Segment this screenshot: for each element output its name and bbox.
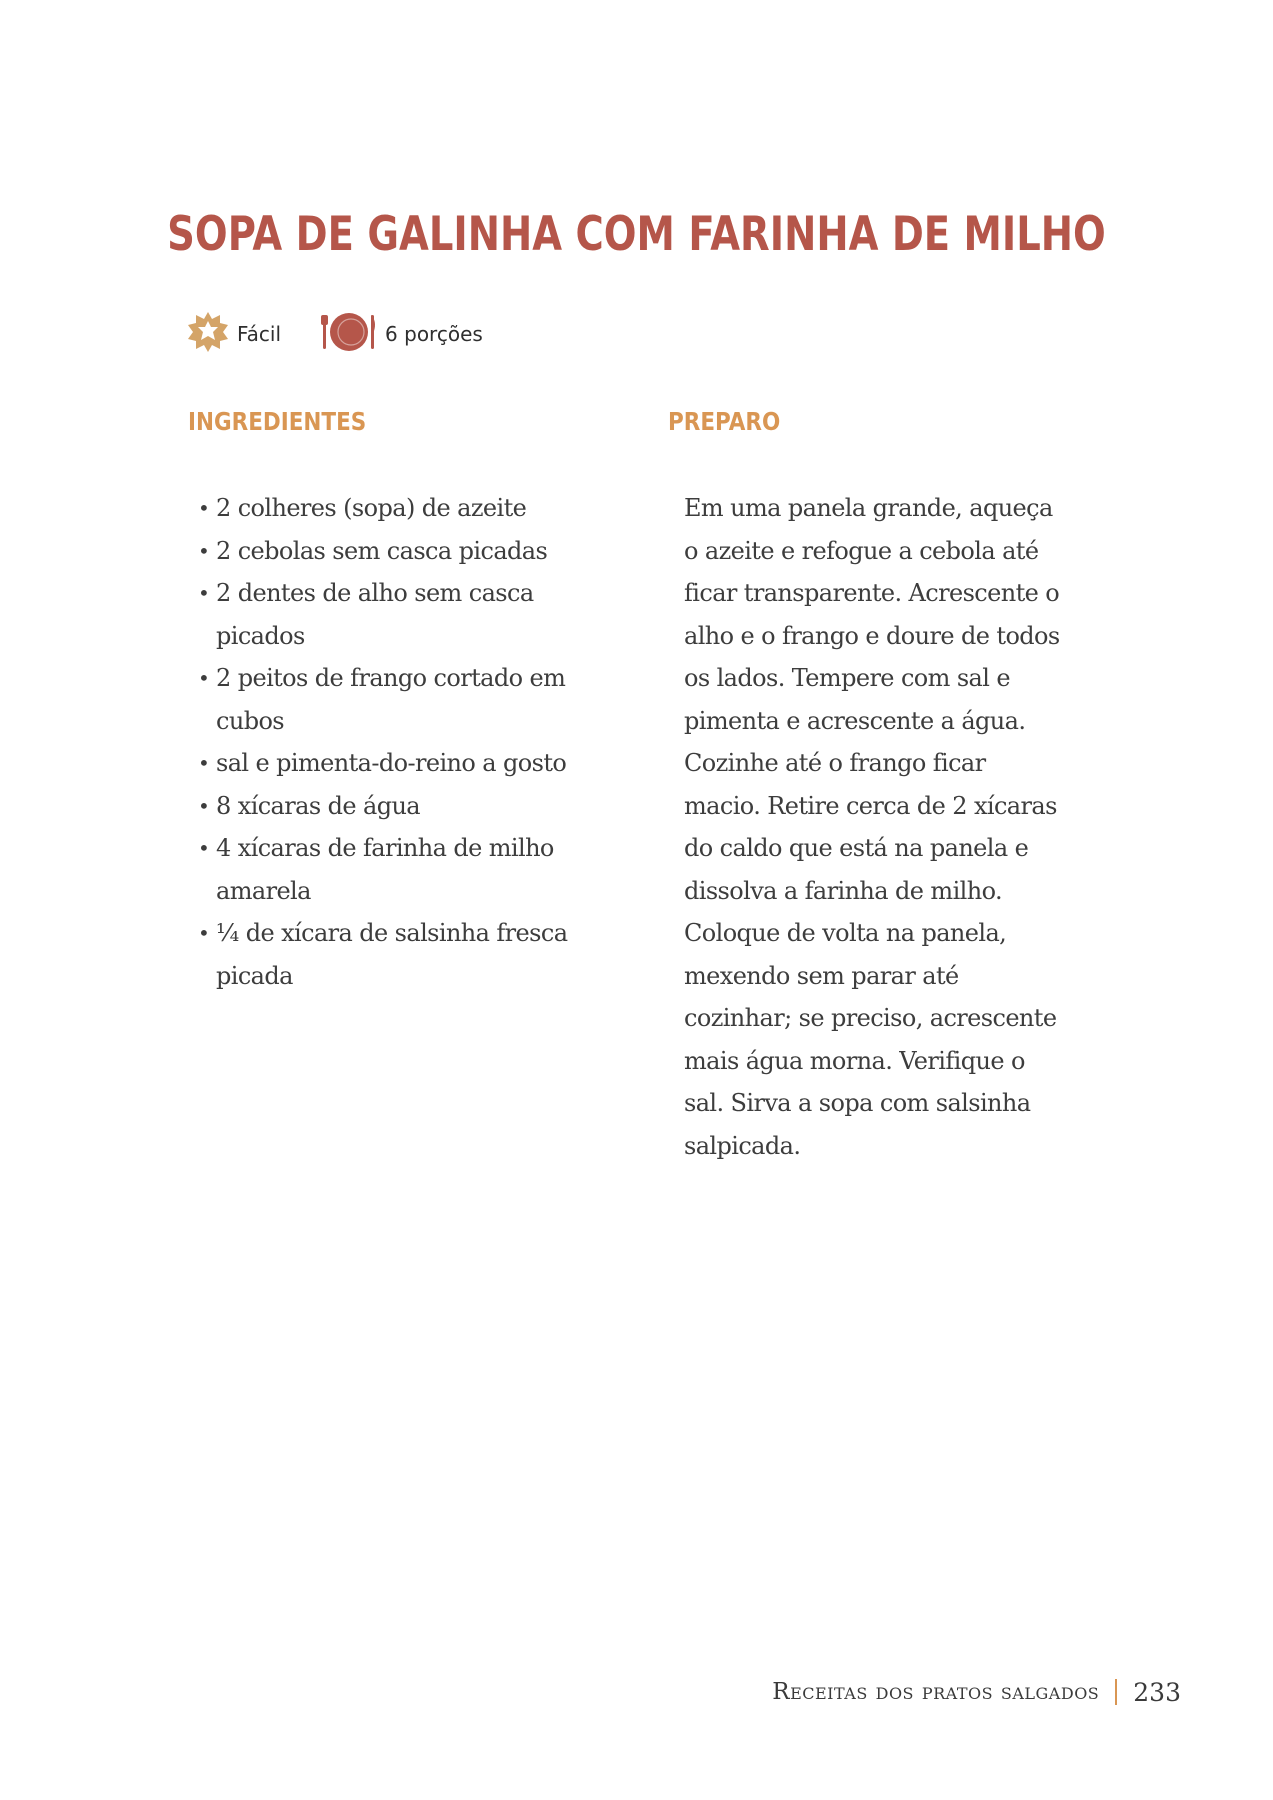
difficulty-label: Fácil — [237, 322, 282, 346]
ingredients-heading: INGREDIENTES — [188, 407, 367, 436]
recipe-meta — [187, 310, 483, 358]
page-footer — [772, 1672, 1181, 1712]
plate-cutlery-icon — [321, 311, 377, 358]
servings-indicator — [321, 311, 483, 358]
ingredient-item: • 4 xícaras de farinha de milho amarela — [200, 827, 620, 912]
difficulty-indicator — [187, 311, 281, 358]
ingredient-item: • ¼ de xícara de salsinha fresca picada — [200, 912, 620, 997]
preparo-heading: PREPARO — [668, 407, 781, 436]
recipe-title: SOPA DE GALINHA COM FARINHA DE MILHO — [167, 207, 1106, 262]
ingredient-item: • sal e pimenta-do-reino a gosto — [200, 742, 620, 785]
servings-label: 6 porções — [385, 322, 483, 346]
ingredients-list — [200, 487, 620, 997]
star-badge-icon — [187, 311, 229, 358]
ingredient-item: • 2 dentes de alho sem casca picados — [200, 572, 620, 657]
ingredient-item: • 2 peitos de frango cortado em cubos — [200, 657, 620, 742]
ingredient-item: • 2 colheres (sopa) de azeite — [200, 487, 620, 530]
footer-section-title: Receitas dos pratos salgados — [772, 1679, 1100, 1705]
ingredient-item: • 2 cebolas sem casca picadas — [200, 530, 620, 573]
page-number: 233 — [1133, 1677, 1181, 1707]
preparo-text: Em uma panela grande, aqueça o azeite e refogue a cebola até ficar transparente. Acrescente o alho e o frango e doure de todos os lados. Tempere com sal e pimenta e acrescente a água. Cozinhe até o frango ficar macio. Retire cerca de 2 xícaras do caldo que está na panela e dissolva a farinha de milho. Coloque de volta na panela, mexendo sem parar até cozinhar; se preciso, acrescente mais água morna. Verifique o sal. Sirva a sopa com salsinha salpicada. — [684, 494, 1060, 1160]
footer-divider — [1115, 1679, 1117, 1705]
ingredient-item: • 8 xícaras de água — [200, 785, 620, 828]
